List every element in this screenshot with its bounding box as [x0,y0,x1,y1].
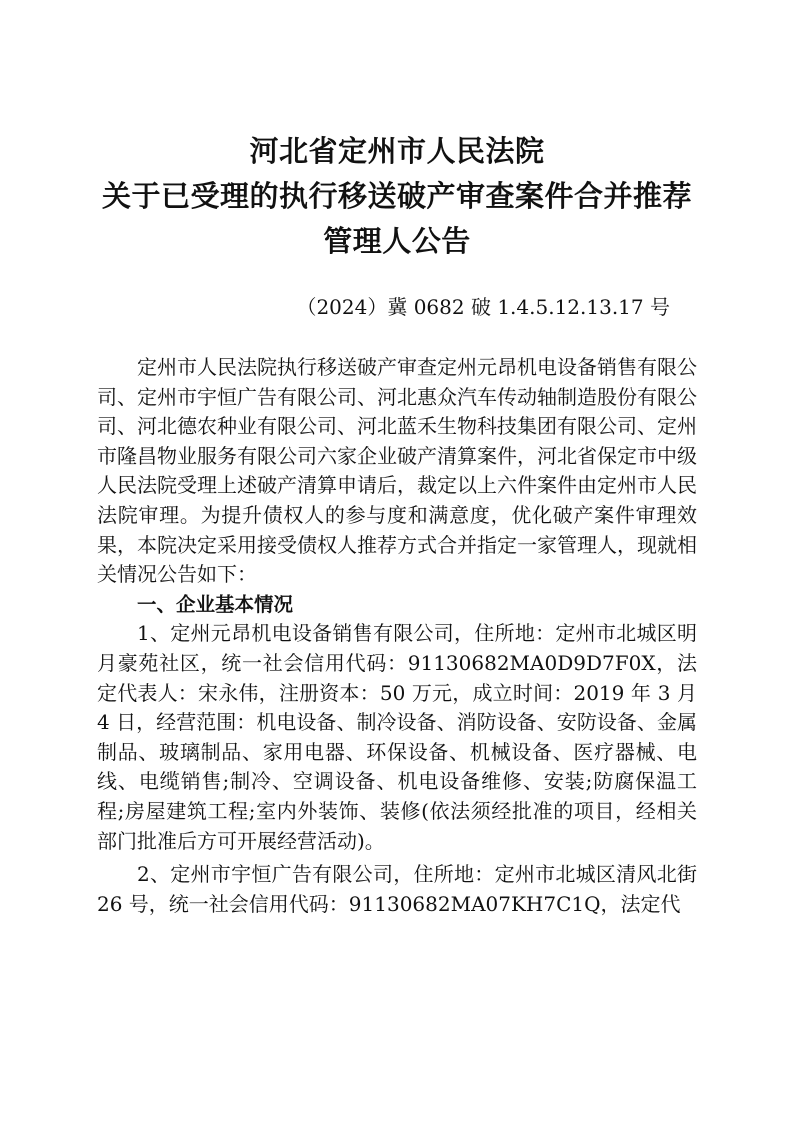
title-line-subject: 关于已受理的执行移送破产审查案件合并推荐 [101,179,692,213]
document-title [0,129,794,264]
intro-paragraph: 定州市人民法院执行移送破产审查定州元昂机电设备销售有限公司、定州市宇恒广告有限公司、河北惠众汽车传动轴制造股份有限公司、河北德农种业有限公司、河北蓝禾生物科技集团有限公司、定州市隆昌物业服务有限公司六家企业破产清算案件，河北省保定市中级人民法院受理上述破产清算申请后，裁定以上六件案件由定州市人民法院审理。为提升债权人的参与度和满意度，优化破产案件审理效果，本院决定采用接受债权人推荐方式合并指定一家管理人，现就相关情况公告如下： [97,355,697,587]
section-heading-company-info: 一、企业基本情况 [137,592,294,616]
case-number: （2024）冀 0682 破 1.4.5.12.13.17 号 [296,295,670,319]
company-item-2: 2、定州市宇恒广告有限公司，住所地：定州市北城区清风北街 26 号，统一社会信用代码：91130682MA07KH7C1Q，法定代 [97,862,697,916]
document-body [97,353,697,919]
company-item-1: 1、定州元昂机电设备销售有限公司，住所地：定州市北城区明月豪苑社区，统一社会信用代码：91130682MA0D9D7F0X，法定代表人：宋永伟，注册资本：50 万元，成立时间：2019 年 3 月 4 日，经营范围：机电设备、制冷设备、消防设备、安防设备、金属制品、玻璃制品、家用电器、环保设备、机械设备、医疗器械、电线、电缆销售;制冷、空调设备、机电设备维修、安装;防腐保温工程;房屋建筑工程;室内外装饰、装修(依法须经批准的项目，经相关部门批准后方可开展经营活动)。 [97,621,697,853]
title-line-subject-end: 管理人公告 [323,224,471,258]
title-line-court: 河北省定州市人民法院 [249,134,545,168]
